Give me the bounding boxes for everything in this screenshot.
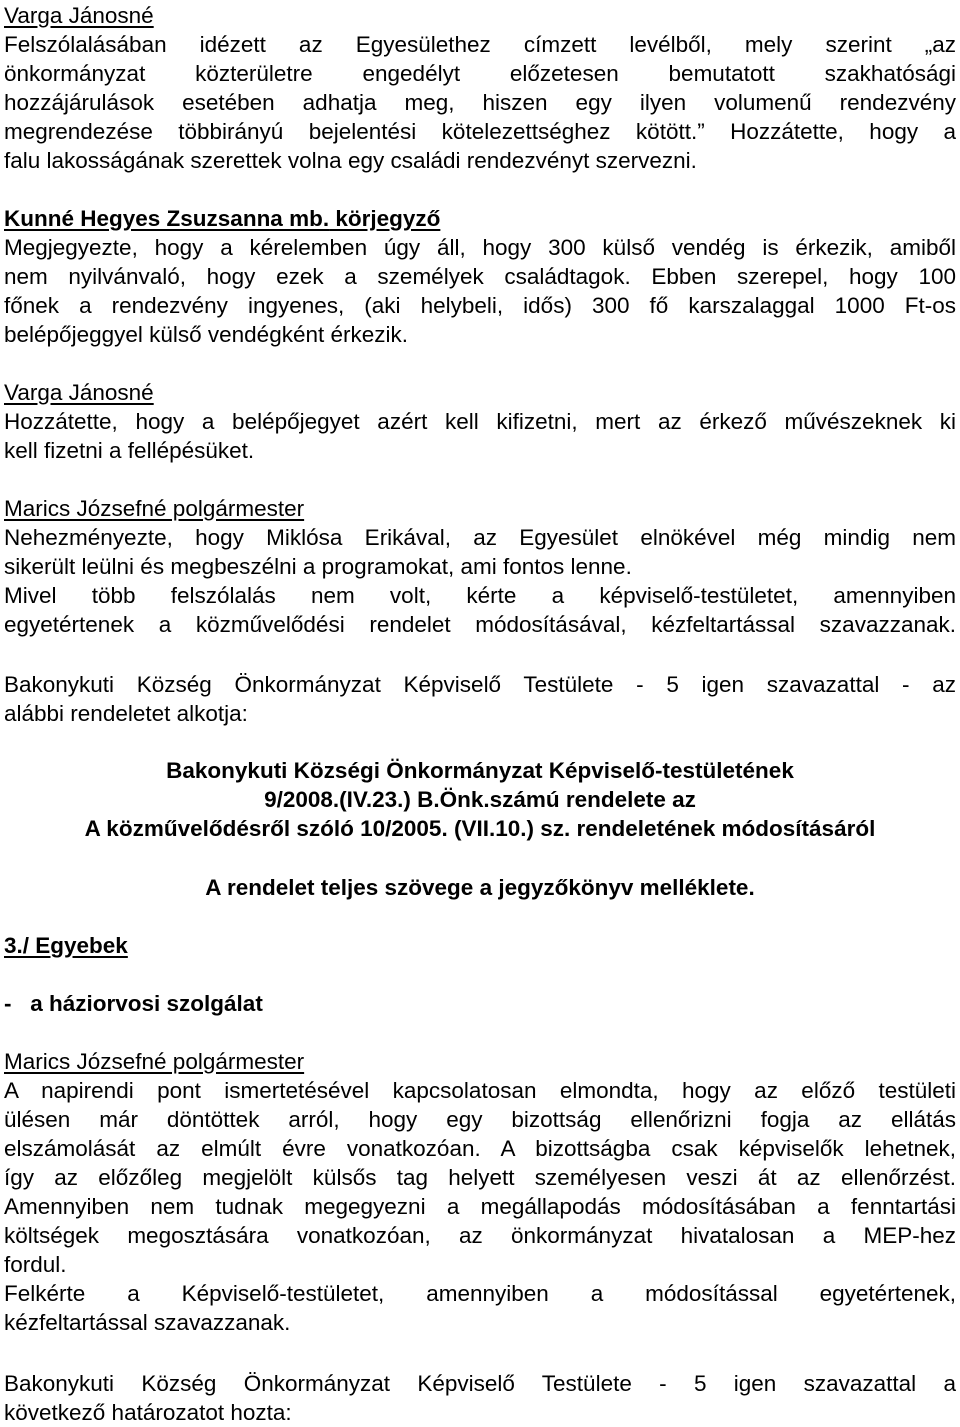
decree-title-line: A közművelődésről szóló 10/2005. (VII.10.) sz. rendeletének módosításáról	[84, 816, 876, 841]
decree-title-line: 9/2008.(IV.23.) B.Önk.számú rendelete az	[264, 787, 696, 812]
speaker-marics-2: Marics Józsefné polgármester	[4, 1049, 305, 1074]
paragraph-line: kézfeltartással szavazzanak.	[4, 1310, 291, 1335]
paragraph-line: A napirendi pont ismertetésével kapcsolatosan elmondta, hogy az előző testületi	[4, 1078, 956, 1103]
vote-line: következő határozatot hozta:	[4, 1400, 292, 1425]
decree-title-line: Bakonykuti Községi Önkormányzat Képviselő-testületének	[166, 758, 794, 783]
decree-note: A rendelet teljes szövege a jegyzőkönyv melléklete.	[205, 875, 755, 900]
paragraph-line: Felszólalásában idézett az Egyesülethez címzett levélből, mely szerint „az	[4, 32, 956, 57]
speaker-kunne	[4, 204, 956, 233]
paragraph-line: elszámolását az elmúlt évre vonatkozóan. A bizottságba csak képviselők lehetnek,	[4, 1136, 956, 1161]
paragraph-line: fordul.	[4, 1252, 67, 1277]
vote-line: Bakonykuti Község Önkormányzat Képviselő Testülete - 5 igen szavazattal a	[4, 1371, 956, 1396]
speaker-varga-2: Varga Jánosné	[4, 380, 154, 405]
paragraph-line: főnek a rendezvény ingyenes, (aki helybeli, idős) 300 fő karszalaggal 1000 Ft-os	[4, 293, 956, 318]
paragraph-line: kell fizetni a fellépésüket.	[4, 438, 255, 463]
section-heading: 3./ Egyebek	[4, 933, 128, 958]
vote-line: alábbi rendeletet alkotja:	[4, 701, 248, 726]
paragraph-line: Amennyiben nem tudnak megegyezni a megállapodás módosításában a fenntartási	[4, 1194, 956, 1219]
paragraph-line: hozzájárulások esetében adhatja meg, hiszen egy ilyen volumenű rendezvény	[4, 90, 956, 115]
paragraph-line: sikerült leülni és megbeszélni a programokat, ami fontos lenne.	[4, 554, 632, 579]
paragraph-line: Nehezményezte, hogy Miklósa Erikával, az Egyesület elnökével még mindig nem	[4, 525, 956, 550]
speaker-varga-1: Varga Jánosné	[4, 3, 154, 28]
speaker-marics-1: Marics Józsefné polgármester	[4, 496, 305, 521]
paragraph-line: falu lakosságának szerettek volna egy családi rendezvényt szervezni.	[4, 148, 697, 173]
section-item: - a háziorvosi szolgálat	[4, 991, 263, 1016]
speaker-role: körjegyző	[329, 206, 441, 231]
paragraph-line: megrendezése többirányú bejelentési kötelezettséghez kötött.” Hozzátette, hogy a	[4, 119, 956, 144]
speaker-name: Kunné Hegyes Zsuzsanna mb.	[4, 206, 330, 231]
paragraph-line: így az előzőleg megjelölt külsős tag helyett személyesen veszi át az ellenőrzést.	[4, 1165, 956, 1190]
paragraph-line: költségek megosztására vonatkozóan, az önkormányzat hivatalosan a MEP-hez	[4, 1223, 956, 1248]
paragraph-line: Felkérte a Képviselő-testületet, amennyiben a módosítással egyetértenek,	[4, 1281, 956, 1306]
paragraph-line: belépőjeggyel külső vendégként érkezik.	[4, 322, 409, 347]
paragraph-line: Megjegyezte, hogy a kérelemben úgy áll, hogy 300 külső vendég is érkezik, amiből	[4, 235, 956, 260]
paragraph-line: Hozzátette, hogy a belépőjegyet azért kell kifizetni, mert az érkező művészeknek ki	[4, 409, 956, 434]
paragraph-line: Mivel több felszólalás nem volt, kérte a képviselő-testületet, amennyiben	[4, 583, 956, 608]
vote-line: Bakonykuti Község Önkormányzat Képviselő Testülete - 5 igen szavazattal - az	[4, 672, 956, 697]
paragraph-line: nem nyilvánvaló, hogy ezek a személyek családtagok. Ebben szerepel, hogy 100	[4, 264, 956, 289]
paragraph-line: önkormányzat közterületre engedélyt előzetesen bemutatott szakhatósági	[4, 61, 956, 86]
paragraph-line: ülésen már döntöttek arról, hogy egy bizottság ellenőrizni fogja az ellátás	[4, 1107, 956, 1132]
paragraph-line: egyetértenek a közművelődési rendelet módosításával, kézfeltartással szavazzanak.	[4, 612, 956, 637]
